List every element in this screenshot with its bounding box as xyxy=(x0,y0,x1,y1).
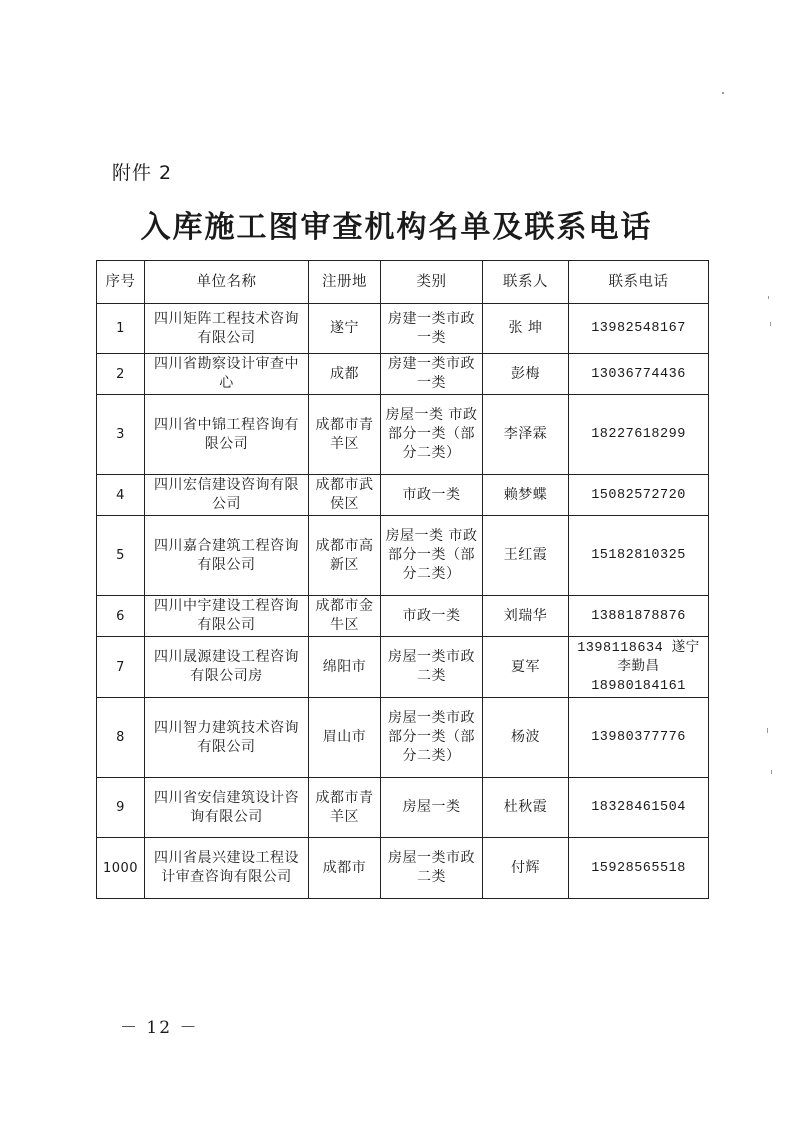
contact-person: 张 坤 xyxy=(483,304,569,354)
contact-person: 夏军 xyxy=(483,637,569,698)
category: 房屋一类 市政部分一类（部分二类） xyxy=(381,516,483,596)
table-row xyxy=(97,304,709,354)
table-header-row xyxy=(97,261,709,304)
contact-person: 杜秋霞 xyxy=(483,778,569,838)
document-title: 入库施工图审查机构名单及联系电话 xyxy=(140,210,653,245)
row-index: 3 xyxy=(97,395,145,475)
phone-number: 15182810325 xyxy=(569,516,709,596)
table-row xyxy=(97,637,709,698)
table-row xyxy=(97,838,709,899)
registered-location: 成都市高新区 xyxy=(309,516,381,596)
header-registered-location: 注册地 xyxy=(309,261,381,304)
unit-name: 四川省中锦工程咨询有限公司 xyxy=(145,395,309,475)
registered-location: 绵阳市 xyxy=(309,637,381,698)
category: 房建一类市政一类 xyxy=(381,354,483,395)
contact-person: 李泽霖 xyxy=(483,395,569,475)
registered-location: 成都市 xyxy=(309,838,381,899)
unit-name: 四川宏信建设咨询有限公司 xyxy=(145,475,309,516)
unit-name: 四川省安信建筑设计咨询有限公司 xyxy=(145,778,309,838)
table-row xyxy=(97,475,709,516)
contact-person: 彭梅 xyxy=(483,354,569,395)
unit-name: 四川中宇建设工程咨询有限公司 xyxy=(145,596,309,637)
header-unit-name: 单位名称 xyxy=(145,261,309,304)
category: 市政一类 xyxy=(381,596,483,637)
unit-name: 四川晟源建设工程咨询有限公司房 xyxy=(145,637,309,698)
unit-name: 四川智力建筑技术咨询有限公司 xyxy=(145,698,309,778)
registered-location: 成都市武侯区 xyxy=(309,475,381,516)
category: 房屋一类市政二类 xyxy=(381,838,483,899)
phone-number: 13980377776 xyxy=(569,698,709,778)
contact-person: 赖梦蝶 xyxy=(483,475,569,516)
attachment-label: 附件 2 xyxy=(112,162,173,184)
table-row xyxy=(97,354,709,395)
header-contact: 联系人 xyxy=(483,261,569,304)
table-row xyxy=(97,778,709,838)
header-index: 序号 xyxy=(97,261,145,304)
row-index: 2 xyxy=(97,354,145,395)
row-index: 6 xyxy=(97,596,145,637)
row-index: 8 xyxy=(97,698,145,778)
scan-speck xyxy=(771,770,772,774)
category: 房屋一类市政二类 xyxy=(381,637,483,698)
category: 房屋一类 市政部分一类（部分二类） xyxy=(381,395,483,475)
table-row xyxy=(97,698,709,778)
unit-name: 四川省勘察设计审查中心 xyxy=(145,354,309,395)
unit-name: 四川省晨兴建设工程设计审查咨询有限公司 xyxy=(145,838,309,899)
registered-location: 成都市金牛区 xyxy=(309,596,381,637)
contact-person: 付辉 xyxy=(483,838,569,899)
page-number: － 12 － xyxy=(120,1018,199,1038)
scan-speck xyxy=(768,296,769,299)
header-category: 类别 xyxy=(381,261,483,304)
registered-location: 成都市青羊区 xyxy=(309,778,381,838)
phone-number: 13036774436 xyxy=(569,354,709,395)
category: 房屋一类 xyxy=(381,778,483,838)
institution-table xyxy=(96,260,709,899)
contact-person: 刘瑞华 xyxy=(483,596,569,637)
phone-number: 1398118634 遂宁李勤昌 18980184161 xyxy=(569,637,709,698)
header-phone: 联系电话 xyxy=(569,261,709,304)
category: 市政一类 xyxy=(381,475,483,516)
row-index: 9 xyxy=(97,778,145,838)
phone-number: 15082572720 xyxy=(569,475,709,516)
contact-person: 杨波 xyxy=(483,698,569,778)
phone-number: 18227618299 xyxy=(569,395,709,475)
unit-name: 四川矩阵工程技术咨询有限公司 xyxy=(145,304,309,354)
scan-speck xyxy=(770,322,771,326)
unit-name: 四川嘉合建筑工程咨询有限公司 xyxy=(145,516,309,596)
row-index: 1000 xyxy=(97,838,145,899)
category: 房屋一类市政部分一类（部分二类） xyxy=(381,698,483,778)
registered-location: 遂宁 xyxy=(309,304,381,354)
table-row xyxy=(97,395,709,475)
row-index: 1 xyxy=(97,304,145,354)
scan-speck xyxy=(767,728,768,733)
contact-person: 王红霞 xyxy=(483,516,569,596)
registered-location: 成都市青羊区 xyxy=(309,395,381,475)
row-index: 7 xyxy=(97,637,145,698)
registered-location: 眉山市 xyxy=(309,698,381,778)
category: 房建一类市政一类 xyxy=(381,304,483,354)
scan-speck xyxy=(722,92,724,94)
phone-number: 13881878876 xyxy=(569,596,709,637)
table-row xyxy=(97,516,709,596)
row-index: 5 xyxy=(97,516,145,596)
phone-number: 15928565518 xyxy=(569,838,709,899)
phone-number: 13982548167 xyxy=(569,304,709,354)
phone-number: 18328461504 xyxy=(569,778,709,838)
registered-location: 成都 xyxy=(309,354,381,395)
table-row xyxy=(97,596,709,637)
row-index: 4 xyxy=(97,475,145,516)
